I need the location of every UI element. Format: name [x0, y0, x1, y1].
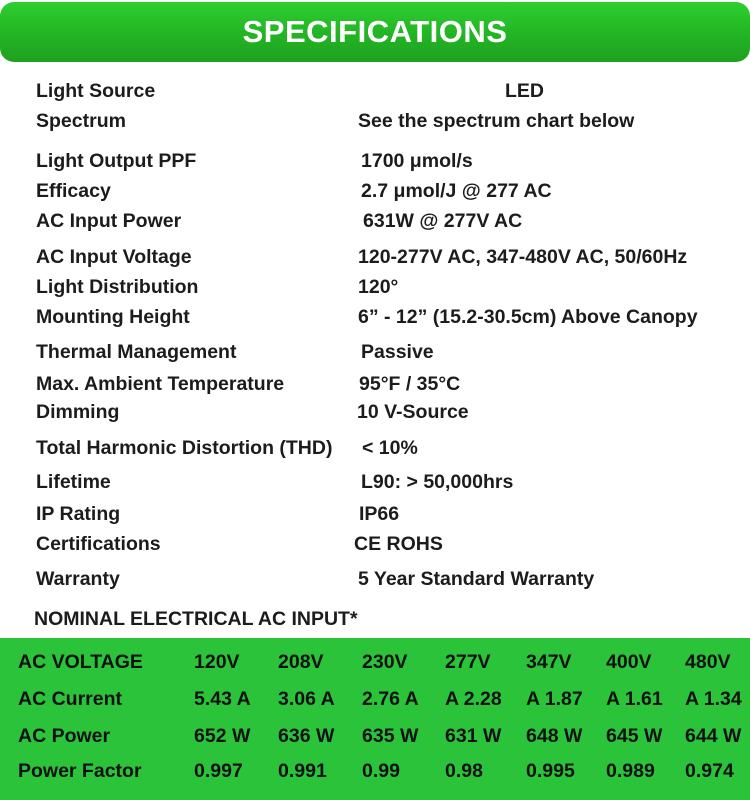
spec-value-light-output-ppf: 1700 μmol/s — [361, 150, 473, 172]
table-row-label-ac-voltage: AC VOLTAGE — [18, 651, 143, 673]
spec-value-lifetime: L90: > 50,000hrs — [361, 471, 514, 493]
spec-label-mounting-height: Mounting Height — [36, 306, 190, 328]
table-cell: 5.43 A — [194, 688, 251, 710]
spec-value-ac-input-power: 631W @ 277V AC — [363, 210, 523, 232]
table-cell: 652 W — [194, 725, 251, 747]
table-row-label-ac-power: AC Power — [18, 725, 111, 747]
table-cell: 208V — [278, 651, 324, 673]
spec-value-efficacy: 2.7 μmol/J @ 277 AC — [361, 180, 552, 202]
spec-label-ac-input-voltage: AC Input Voltage — [36, 246, 192, 268]
table-cell: 635 W — [362, 725, 419, 747]
table-cell: 3.06 A — [278, 688, 335, 710]
table-cell: 0.995 — [526, 760, 575, 782]
table-cell: 0.99 — [362, 760, 400, 782]
table-cell: A 1.34 — [685, 688, 742, 710]
page-title: SPECIFICATIONS — [242, 14, 508, 49]
table-cell: 400V — [606, 651, 652, 673]
spec-label-thd: Total Harmonic Distortion (THD) — [36, 437, 333, 459]
table-cell: 645 W — [606, 725, 663, 747]
table-cell: 347V — [526, 651, 572, 673]
spec-value-mounting-height: 6” - 12” (15.2-30.5cm) Above Canopy — [358, 306, 698, 328]
spec-value-certifications: CE ROHS — [354, 533, 443, 555]
table-cell: 2.76 A — [362, 688, 419, 710]
nominal-electrical-heading: NOMINAL ELECTRICAL AC INPUT* — [34, 608, 358, 630]
table-cell: 0.989 — [606, 760, 655, 782]
spec-label-thermal-management: Thermal Management — [36, 341, 237, 363]
table-cell: 648 W — [526, 725, 583, 747]
table-row-label-ac-current: AC Current — [18, 688, 123, 710]
table-cell: A 1.61 — [606, 688, 663, 710]
table-cell: 644 W — [685, 725, 742, 747]
spec-label-dimming: Dimming — [36, 401, 120, 423]
spec-label-max-ambient-temperature: Max. Ambient Temperature — [36, 373, 285, 395]
table-cell: 0.974 — [685, 760, 734, 782]
spec-value-spectrum: See the spectrum chart below — [358, 110, 635, 132]
table-cell: A 1.87 — [526, 688, 583, 710]
spec-label-certifications: Certifications — [36, 533, 161, 555]
spec-label-warranty: Warranty — [36, 568, 120, 590]
spec-label-efficacy: Efficacy — [36, 180, 111, 202]
table-cell: 0.991 — [278, 760, 327, 782]
spec-label-light-output-ppf: Light Output PPF — [36, 150, 197, 172]
spec-label-ac-input-power: AC Input Power — [36, 210, 182, 232]
table-cell: 0.997 — [194, 760, 243, 782]
table-cell: 631 W — [445, 725, 502, 747]
table-cell: 120V — [194, 651, 240, 673]
spec-label-ip-rating: IP Rating — [36, 503, 121, 525]
spec-value-warranty: 5 Year Standard Warranty — [358, 568, 595, 590]
spec-label-light-source: Light Source — [36, 80, 156, 102]
spec-label-spectrum: Spectrum — [36, 110, 126, 132]
spec-value-thermal-management: Passive — [361, 341, 434, 363]
table-cell: 636 W — [278, 725, 335, 747]
table-cell: 230V — [362, 651, 408, 673]
spec-value-ac-input-voltage: 120-277V AC, 347-480V AC, 50/60Hz — [358, 246, 688, 268]
table-cell: 480V — [685, 651, 731, 673]
spec-value-ip-rating: IP66 — [359, 503, 400, 525]
table-cell: 0.98 — [445, 760, 483, 782]
table-cell: A 2.28 — [445, 688, 502, 710]
spec-value-thd: < 10% — [362, 437, 418, 459]
table-cell: 277V — [445, 651, 491, 673]
table-row-label-power-factor: Power Factor — [18, 760, 142, 782]
spec-label-lifetime: Lifetime — [36, 471, 111, 493]
specifications-banner — [0, 2, 750, 62]
spec-value-light-distribution: 120° — [358, 276, 399, 298]
spec-value-dimming: 10 V-Source — [357, 401, 469, 423]
spec-value-max-ambient-temperature: 95°F / 35°C — [359, 373, 461, 395]
spec-value-light-source: LED — [505, 80, 544, 102]
spec-label-light-distribution: Light Distribution — [36, 276, 199, 298]
